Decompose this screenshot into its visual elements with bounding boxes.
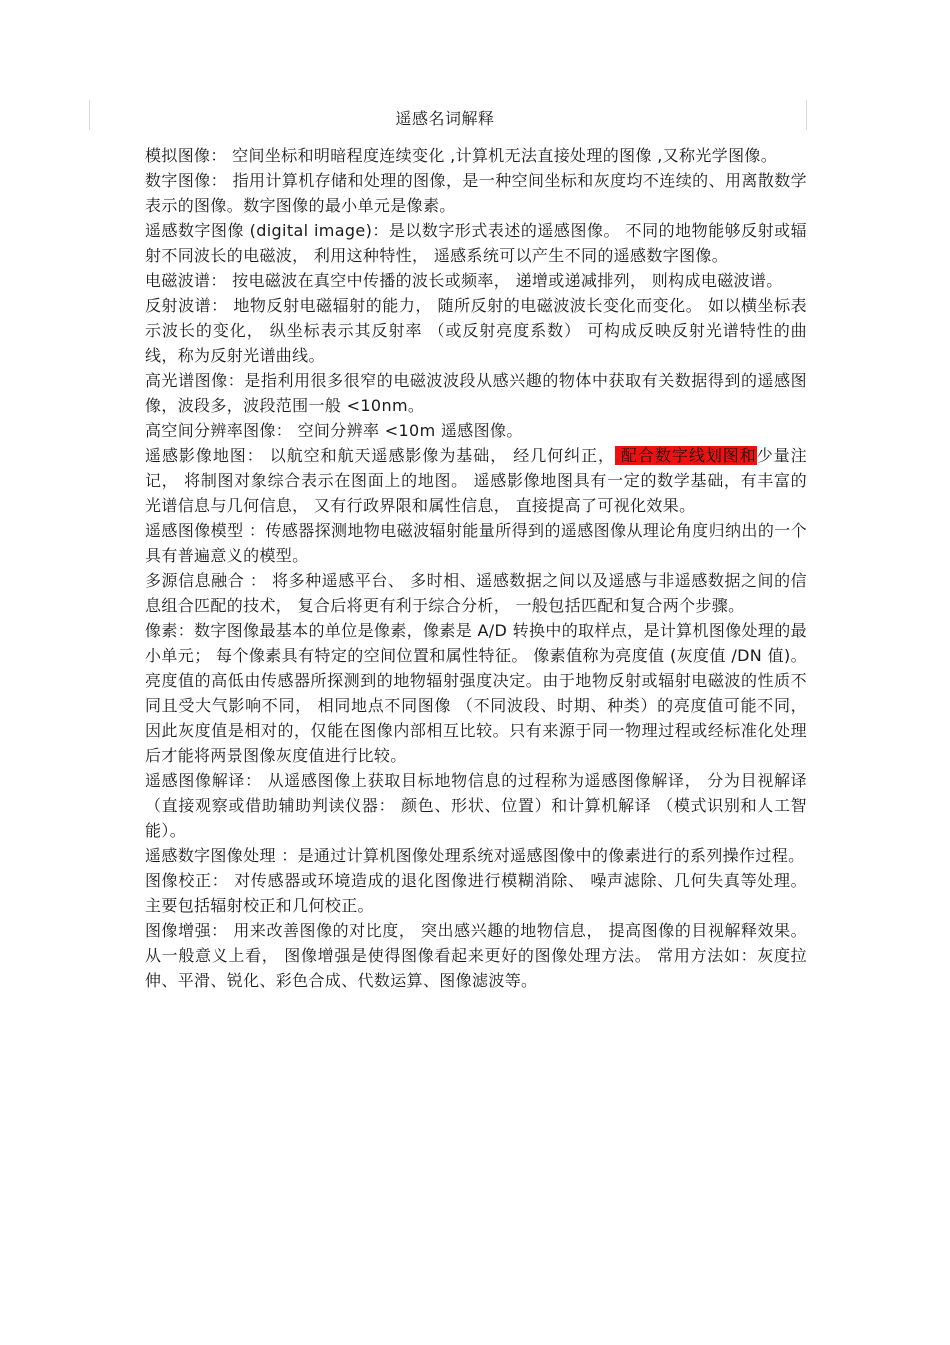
term-image-interpretation: 遥感图像解译： 从遥感图像上获取目标地物信息的过程称为遥感图像解译， 分为目视解译（直接观察或借助辅助判读仪器： 颜色、形状、位置）和计算机解译 （模式识别和人工智能）。 (145, 771, 807, 840)
term-rs-digital-image: 遥感数字图像 (digital image)：是以数字形式表述的遥感图像。 不同的地物能够反射或辐射不同波长的电磁波， 利用这种特性， 遥感系统可以产生不同的遥感数字图像。 (145, 221, 807, 265)
document-body (145, 143, 807, 993)
term-analog-image: 模拟图像： 空间坐标和明暗程度连续变化 ,计算机无法直接处理的图像 ,又称光学图像。 (145, 146, 778, 165)
term-pixel: 像素：数字图像最基本的单位是像素，像素是 A/D 转换中的取样点，是计算机图像处理的最小单元； 每个像素具有特定的空间位置和属性特征。 像素值称为亮度值 (灰度值 /DN 值)。亮度值的高低由传感器所探测到的地物辐射强度决定。由于地物反射或辐射电磁波的性质不同且受大气影响不同， 相同地点不同图像 （不同波段、时期、种类）的亮度值可能不同，因此灰度值是相对的，仅能在图像内部相互比较。只有来源于同一物理过程或经标准化处理后才能将两景图像灰度值进行比较。 (145, 621, 807, 765)
term-rs-image-map-before: 遥感影像地图： 以航空和航天遥感影像为基础， 经几何纠正， (145, 446, 615, 465)
highlighted-text: 配合数字线划图和 (614, 446, 757, 465)
document-title: 遥感名词解释 (395, 109, 495, 128)
term-digital-image: 数字图像： 指用计算机存储和处理的图像，是一种空间坐标和灰度均不连续的、用离散数学表示的图像。数字图像的最小单元是像素。 (145, 171, 807, 215)
term-hyperspectral-image: 高光谱图像：是指利用很多很窄的电磁波波段从感兴趣的物体中获取有关数据得到的遥感图像，波段多，波段范围一般 <10nm。 (145, 371, 807, 415)
term-rs-image-model: 遥感图像模型 ：传感器探测地物电磁波辐射能量所得到的遥感图像从理论角度归纳出的一个具有普遍意义的模型。 (145, 521, 807, 565)
term-high-resolution-image: 高空间分辨率图像： 空间分辨率 <10m 遥感图像。 (145, 421, 523, 440)
term-rs-image-map-after: 少量注记， 将制图对象综合表示在图面上的地图。 遥感影像地图具有一定的数学基础，有丰富的光谱信息与几何信息， 又有行政界限和属性信息， 直接提高了可视化效果。 (145, 446, 807, 515)
term-image-enhancement: 图像增强： 用来改善图像的对比度， 突出感兴趣的地物信息， 提高图像的目视解释效果。从一般意义上看， 图像增强是使得图像看起来更好的图像处理方法。 常用方法如：灰度拉伸、平滑、锐化、彩色合成、代数运算、图像滤波等。 (145, 921, 807, 990)
term-em-spectrum: 电磁波谱： 按电磁波在真空中传播的波长或频率， 递增或递减排列， 则构成电磁波谱。 (145, 271, 783, 290)
term-digital-image-processing: 遥感数字图像处理 ：是通过计算机图像处理系统对遥感图像中的像素进行的系列操作过程。 (145, 846, 805, 865)
term-image-correction: 图像校正： 对传感器或环境造成的退化图像进行模糊消除、 噪声滤除、几何失真等处理。主要包括辐射校正和几何校正。 (145, 871, 807, 915)
term-rs-image-map (145, 443, 807, 518)
term-reflection-spectrum: 反射波谱： 地物反射电磁辐射的能力， 随所反射的电磁波波长变化而变化。 如以横坐标表示波长的变化， 纵坐标表示其反射率 （或反射亮度系数） 可构成反映反射光谱特性的曲线，称为反射光谱曲线。 (145, 296, 807, 365)
term-multisource-fusion: 多源信息融合 ： 将多种遥感平台、 多时相、遥感数据之间以及遥感与非遥感数据之间的信息组合匹配的技术， 复合后将更有利于综合分析， 一般包括匹配和复合两个步骤。 (145, 571, 807, 615)
